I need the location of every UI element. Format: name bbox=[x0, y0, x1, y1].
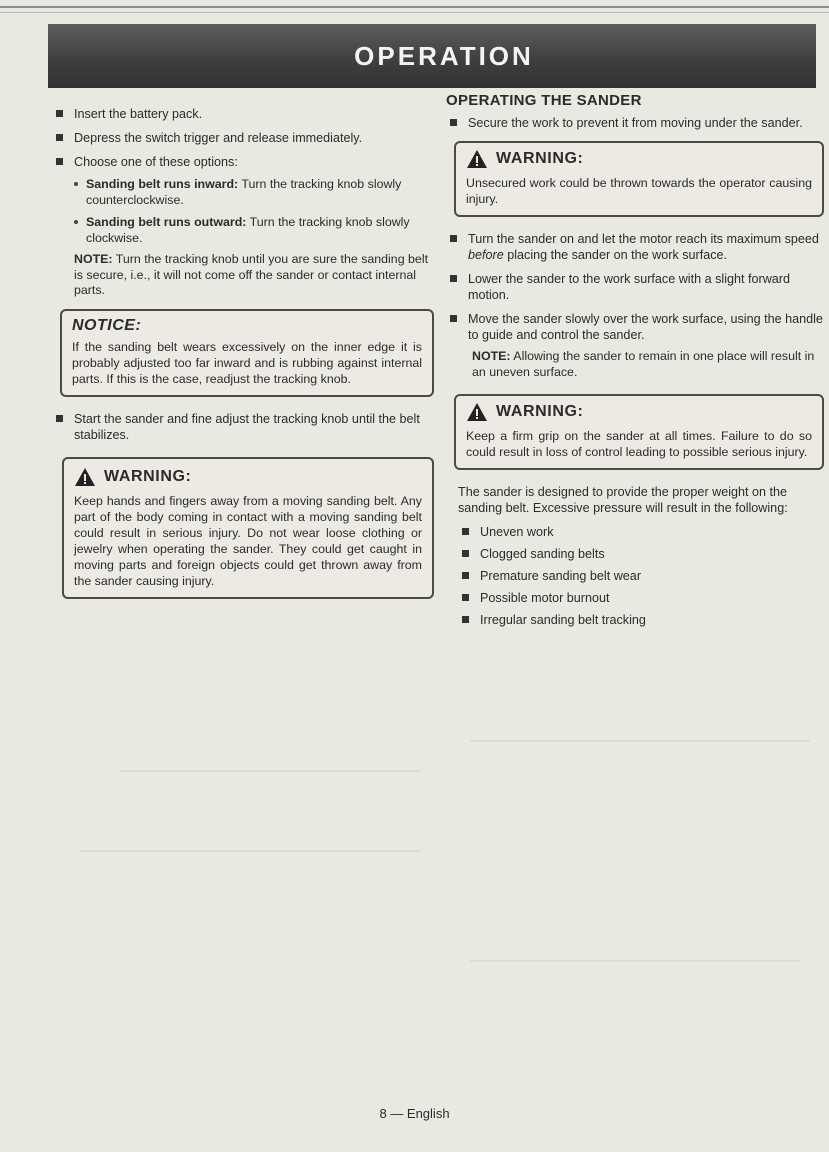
list-item: Premature sanding belt wear bbox=[446, 568, 824, 584]
list-item: Secure the work to prevent it from moving under the sander. bbox=[446, 115, 824, 131]
bleed-through-line bbox=[80, 850, 420, 852]
top-rule-thin bbox=[0, 12, 829, 13]
right-column bbox=[446, 92, 824, 634]
list-item: Choose one of these options: bbox=[52, 154, 434, 170]
list-item: Lower the sander to the work surface with a slight forward motion. bbox=[446, 271, 824, 303]
warning-box bbox=[62, 457, 434, 599]
notice-text: If the sanding belt wears excessively on the inner edge it is probably adjusted too far inward and is rubbing against internal parts. If this is the case, readjust the tracking knob. bbox=[72, 339, 422, 386]
list-item: Depress the switch trigger and release immediately. bbox=[52, 130, 434, 146]
square-bullet-icon bbox=[56, 110, 63, 117]
warning-text: Unsecured work could be thrown towards the operator causing injury. bbox=[466, 176, 812, 206]
top-rule bbox=[0, 6, 829, 8]
list-item: Irregular sanding belt tracking bbox=[446, 612, 824, 628]
dot-bullet-icon bbox=[74, 182, 78, 186]
banner-title: OPERATION bbox=[354, 40, 534, 71]
square-bullet-icon bbox=[450, 315, 457, 322]
list-item: Uneven work bbox=[446, 524, 824, 540]
left-column bbox=[52, 106, 434, 599]
square-bullet-icon bbox=[56, 158, 63, 165]
pressure-paragraph: The sander is designed to provide the proper weight on the sanding belt. Excessive pressure will result in the following: bbox=[458, 485, 788, 515]
option-outward: Sanding belt runs outward: Turn the tracking knob slowly clockwise. bbox=[52, 214, 434, 246]
list-item: Start the sander and fine adjust the tracking knob until the belt stabilizes. bbox=[52, 411, 434, 443]
warning-box bbox=[454, 141, 824, 217]
square-bullet-icon bbox=[56, 134, 63, 141]
warning-text: Keep hands and fingers away from a moving sanding belt. Any part of the body coming in contact with a moving sanding belt could result in serious injury. Do not wear loose clothing or jewelry when operating the sander. They could get caught in moving parts and foreign objects could get thrown away from the sander causing injury. bbox=[74, 493, 422, 588]
uneven-surface-note: NOTE: Allowing the sander to remain in one place will result in an uneven surface. bbox=[472, 349, 815, 379]
tracking-note: NOTE: Turn the tracking knob until you are sure the sanding belt is secure, i.e., it will not come off the sander or contact internal parts. bbox=[74, 252, 429, 297]
square-bullet-icon bbox=[56, 415, 63, 422]
list-item: Clogged sanding belts bbox=[446, 546, 824, 562]
notice-heading: NOTICE: bbox=[72, 316, 142, 334]
warning-triangle-icon bbox=[466, 402, 488, 422]
list-item: Turn the sander on and let the motor reach its maximum speed before placing the sander on the work surface. bbox=[446, 231, 824, 263]
warning-heading: WARNING: bbox=[74, 467, 422, 487]
warning-text: Keep a firm grip on the sander at all times. Failure to do so could result in loss of control leading to possible serious injury. bbox=[466, 429, 812, 459]
square-bullet-icon bbox=[462, 572, 469, 579]
dot-bullet-icon bbox=[74, 220, 78, 224]
warning-triangle-icon bbox=[466, 149, 488, 169]
page-footer: 8 — English bbox=[379, 1106, 450, 1121]
list-item: Possible motor burnout bbox=[446, 590, 824, 606]
list-item: Insert the battery pack. bbox=[52, 106, 434, 122]
bleed-through-line bbox=[120, 770, 420, 772]
section-heading: OPERATING THE SANDER bbox=[446, 92, 642, 109]
section-banner bbox=[48, 24, 816, 88]
square-bullet-icon bbox=[450, 275, 457, 282]
square-bullet-icon bbox=[462, 616, 469, 623]
option-inward: Sanding belt runs inward: Turn the tracking knob slowly counterclockwise. bbox=[52, 176, 434, 208]
bleed-through-line bbox=[470, 960, 800, 962]
notice-box bbox=[60, 309, 434, 397]
bleed-through-line bbox=[470, 740, 810, 742]
square-bullet-icon bbox=[462, 594, 469, 601]
warning-box bbox=[454, 394, 824, 470]
warning-triangle-icon bbox=[74, 467, 96, 487]
list-item: Move the sander slowly over the work surface, using the handle to guide and control the sander. bbox=[446, 311, 824, 343]
square-bullet-icon bbox=[462, 528, 469, 535]
warning-heading: WARNING: bbox=[466, 149, 812, 169]
square-bullet-icon bbox=[450, 119, 457, 126]
warning-heading: WARNING: bbox=[466, 402, 812, 422]
square-bullet-icon bbox=[450, 235, 457, 242]
square-bullet-icon bbox=[462, 550, 469, 557]
